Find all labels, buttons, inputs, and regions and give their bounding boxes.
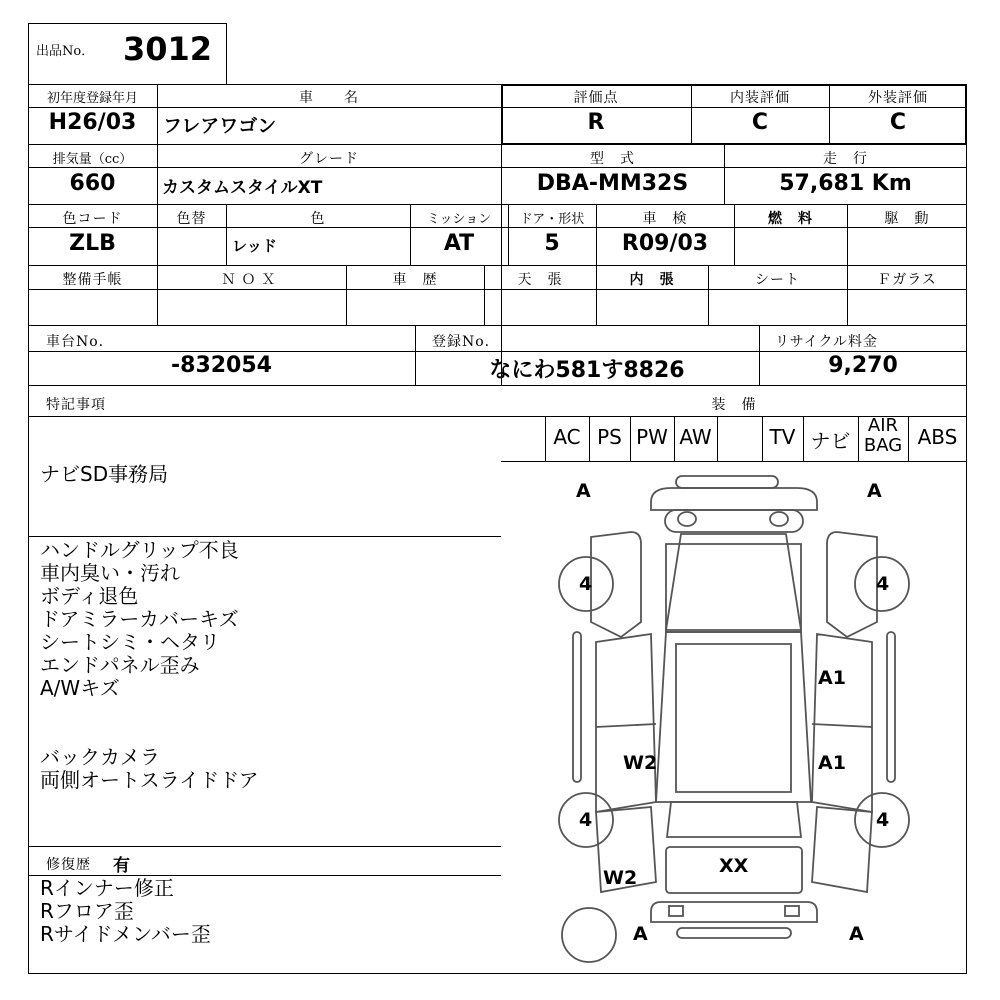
displacement-value: 660 [69,171,116,196]
chassis-label: 車台No． [46,334,114,350]
door-value: 5 [544,231,560,256]
note-line: 車内臭い・汚れ [40,561,180,585]
note-line: ボディ退色 [40,584,139,608]
mark-rear-right: A [849,923,864,945]
notes-list [40,539,259,792]
mark-rear-center: XX [719,855,749,877]
equip-tv: TV [769,425,796,449]
interior-value: C [751,110,769,135]
car-name-value: フレアワゴン [163,115,277,137]
inspection-label: 車 検 [642,211,688,227]
notes-line1: ナビSD事務局 [40,462,169,486]
lot-label: 出品No． [36,44,95,59]
score-value: R [587,110,605,135]
plate-value: なにわ581す8826 [489,358,685,383]
seat-label: シート [755,272,800,288]
note-line: A/Wキズ [40,676,120,700]
mark-tire-rl: 4 [579,809,593,831]
mileage-label: 走 行 [823,151,868,167]
equip-airbag: AIR BAG [863,415,903,456]
repair-label: 修復歴 [46,857,91,873]
drive-label: 駆 動 [884,211,930,227]
nox-label: ＮＯＸ [221,272,282,288]
maint-label: 整備手帳 [62,272,123,288]
note-line: バックカメラ [40,745,160,769]
first-reg-value: H26/03 [48,110,137,135]
roof-label: 天 張 [517,272,563,288]
notes-label: 特記事項 [46,397,106,413]
mark-left-rear: W2 [603,867,638,889]
equip-pw: PW [636,425,668,449]
door-label: ドア・形状 [519,212,585,227]
exterior-label: 外装評価 [868,90,928,106]
repair-list [40,877,211,946]
recycle-label: リサイクル料金 [775,334,879,350]
grade-value: カスタムスタイルXT [162,178,323,198]
equip-ac: AC [553,425,581,449]
model-value: DBA-MM32S [536,171,689,196]
repaint-label: 色替 [176,211,207,227]
equip-ps: PS [597,425,622,449]
note-line: ドアミラーカバーキズ [40,607,239,631]
interior-label: 内装評価 [730,90,790,106]
note-line [40,723,259,746]
repair-value: 有 [113,856,130,876]
repair-line: Rフロア歪 [40,899,134,923]
note-line: エンドパネル歪み [40,653,200,677]
mark-right-lower: A1 [818,752,846,774]
mark-rear-left: A [633,923,648,945]
plate-label: 登録No． [432,334,500,350]
color-code-label: 色コード [62,211,123,227]
transmission-value: AT [443,231,475,256]
mark-tire-fr: 4 [876,573,890,595]
chassis-value: -832054 [171,353,272,378]
repair-line: Rインナー修正 [40,876,174,900]
inspection-value: R09/03 [621,231,709,256]
note-line: 両側オートスライドドア [40,768,259,792]
car-diagram [501,462,967,974]
mark-right-upper: A1 [818,667,846,689]
displacement-label: 排気量（cc） [52,152,133,167]
mark-front-right: A [867,480,882,502]
color-code-value: ZLB [69,231,116,256]
color-label: 色 [310,211,326,227]
lot-number: 3012 [123,30,213,68]
car-name-label: 車 名 [299,90,359,106]
model-label: 型 式 [590,151,635,167]
exterior-value: C [889,110,907,135]
mark-tire-fl: 4 [579,573,593,595]
note-line [40,700,259,723]
fuel-label: 燃 料 [768,211,813,227]
equipment-label: 装 備 [711,397,757,413]
repair-line: Rサイドメンバー歪 [40,922,211,946]
first-reg-label: 初年度登録年月 [46,91,138,106]
mark-left-mid: W2 [623,752,658,774]
color-value: レッド [232,237,277,255]
equip-abs: ABS [917,425,958,449]
transmission-label: ミッション [426,212,492,227]
mileage-value: 57,681 Km [779,171,912,196]
equip-navi: ナビ [810,429,851,453]
recycle-value: 9,270 [828,353,898,378]
equip-aw: AW [679,425,712,449]
note-line: シートシミ・ヘタリ [40,630,220,654]
mark-tire-rr: 4 [876,809,890,831]
grade-label: グレード [299,151,359,167]
score-label: 評価点 [573,90,619,106]
fglass-label: Ｆガラス [877,272,937,288]
mark-front-left: A [576,480,591,502]
interior-lining-label: 内 張 [629,272,675,288]
note-line: ハンドルグリップ不良 [40,538,239,562]
history-label: 車 歴 [392,272,438,288]
